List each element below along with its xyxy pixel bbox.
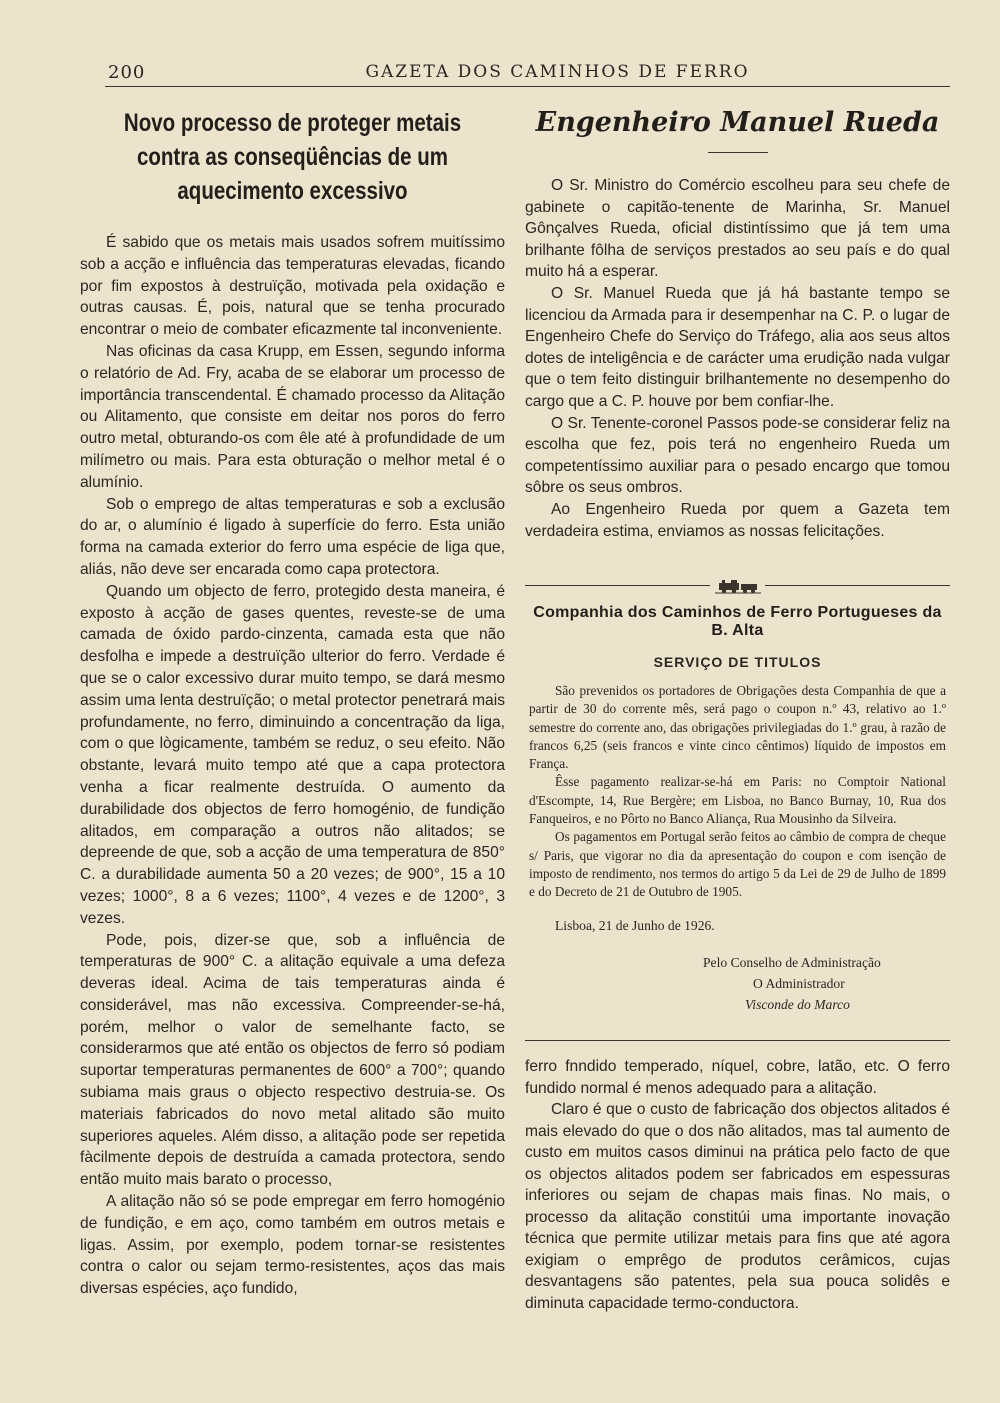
right-paragraph: O Sr. Ministro do Comércio escolheu para seu chefe de gabinete o capitão-tenente de Marinha, Sr. Manuel Gônçalves Rueda, oficial distintíssimo que já tem uma brilhante fôlha de serviços prestados ao seu país e do qual muito há a esperar. <box>525 177 950 281</box>
section-divider <box>525 578 950 594</box>
signature-board: Pelo Conselho de Administração <box>703 954 881 970</box>
left-article-title: Novo processo de proteger metais contra as conseqüências de um aquecimento excessivo <box>123 109 462 205</box>
page-number: 200 <box>108 62 146 83</box>
notice-signature <box>525 952 950 1015</box>
left-paragraph: Quando um objecto de ferro, protegido desta maneira, é exposto à acção de gases quentes, reveste-se de uma camada de óxido pardo-cinzenta, camada esta que não desfolha e impede a destruïção ulterior do ferro. Verdade é que se o calor excessivo durar muito tempo, se dará mesmo assim uma lenta destruïção; o metal protector penetrará mais profundamente, no ferro, diminuindo a concentração da liga, com o que lògicamente, também se reduz, o seu efeito. Não obstante, levará muito tempo até que a capa protectora venha a ficar realmente destruída. O aumento da durabilidade dos objectos de ferro homogénio, de fundição alitados, em comparação a outros não alitados; se depreende de que, sob a acção de uma temperatura de 850° C. a durabilidade aumenta 50 a 20 vezes; de 900°, 15 a 10 vezes; 1000°, 8 a 6 vezes; 1100°, 4 vezes e de 1200°, 3 vezes. <box>80 582 505 927</box>
right-article-title: Engenheiro Manuel Rueda <box>535 107 940 138</box>
title-rule <box>708 152 768 153</box>
notice-paragraph: Êsse pagamento realizar-se-há em Paris: no Comptoir National d'Escompte, 14, Rue Bergère; em Lisboa, no Banco Burnay, 10, Rua dos Fanqueiros, e no Pôrto no Banco Aliança, Rua Mousinho da Silveira. <box>529 774 946 827</box>
notice-paragraph: São prevenidos os portadores de Obrigações desta Companhia de que a partir de 30 do corrente mês, será pago o coupon n.º 43, relativo ao 1.º semestre do corrente ano, das obrigações privilegiadas do 1.º grau, à razão de francos 6,25 (seis francos e vinte cinco cêntimos) líquido de impostos em França. <box>529 683 946 772</box>
continuation-paragraph: ferro fnndido temperado, níquel, cobre, latão, etc. O ferro fundido normal é menos adequado para a alitação. <box>525 1058 950 1097</box>
page-header <box>105 60 950 87</box>
article-continuation <box>525 1056 950 1314</box>
left-paragraph: Sob o emprego de altas temperaturas e sob a exclusão do ar, o alumínio é ligado à superfície do ferro. Esta união forma na camada exterior do ferro uma espécie de liga que, aliás, não deve ser encarada como capa protectora. <box>80 495 505 578</box>
continuation-paragraph: Claro é que o custo de fabricação dos objectos alitados é mais elevado do que o dos não alitados, mas tal aumento de custo em muitos casos diminui na prática pelo facto de que os objectos alitados podem ser fabricados em espessuras inferiores ou sejam de chapas mais finas. No mais, o processo da alitação constitúi uma importante inovação técnica que permite utilizar metais para fins que até agora exigiam o emprêgo de produtos cerâmicos, cujas desvantagens são patentes, pela sua pouca solidês e diminuta capacidade termo-conductora. <box>525 1101 950 1312</box>
notice-bottom-rule <box>525 1040 950 1041</box>
notice-company-name: Companhia dos Caminhos de Ferro Portugueses da B. Alta <box>533 604 942 639</box>
divider-line-right <box>765 585 950 586</box>
left-article <box>80 106 505 1300</box>
right-paragraph: O Sr. Manuel Rueda que já há bastante tempo se licenciou da Armada para ir desempenhar na C. P. o lugar de Engenheiro Chefe do Serviço do Tráfego, alia aos seus altos dotes de inteligência e de carácter uma erudição nada vulgar que o tem feito distinguir brilhantemente no desempenho do cargo que a C. P. houve por bem confiar-lhe. <box>525 284 950 410</box>
signature-role: O Administrador <box>753 975 845 991</box>
left-paragraph: Nas oficinas da casa Krupp, em Essen, segundo informa o relatório de Ad. Fry, acaba de se elaborar um processo de importância transcendental. É chamado processo da Alitação ou Alitamento, que consiste em deitar nos poros do ferro outro metal, obturando-os com êle até à profundidade de um milímetro ou mais. Para esta obturação o melhor metal é o alumínio. <box>80 342 505 491</box>
train-icon <box>715 578 761 594</box>
notice-paragraph: Os pagamentos em Portugal serão feitos ao câmbio de compra de cheque s/ Paris, que vigorar no dia da apresentação do coupon e com isenção de imposto de rendimento, nos termos do artigo 5 da Lei de 29 de Julho de 1899 e do Decreto de 21 de Outubro de 1905. <box>529 829 946 900</box>
journal-title: GAZETA DOS CAMINHOS DE FERRO <box>365 62 750 82</box>
right-article <box>525 106 950 542</box>
notice-subtitle: SERVIÇO DE TITULOS <box>653 654 822 670</box>
left-paragraph: É sabido que os metais mais usados sofrem muitíssimo sob a acção e influência das temperaturas elevadas, ficando por fim expostos à destruïção, motivada pela oxidação e outras causas. É, pois, natural que se tenha procurado encontrar o meio de combater eficazmente tal inconveniente. <box>80 234 505 339</box>
divider-line-left <box>525 585 710 586</box>
signature-name: Visconde do Marco <box>745 996 850 1012</box>
left-paragraph: A alitação não só se pode empregar em ferro homogénio de fundição, e em aço, como também em outros metais e ligas. Assim, por exemplo, podem tornar-se resistentes contra o calor ou sejam termo-resistentes, aços das mais diversas espécies, aço fundido, <box>80 1193 505 1298</box>
company-notice <box>525 604 950 1015</box>
left-paragraph: Pode, pois, dizer-se que, sob a influência de temperaturas de 900° C. a alitação equivale a uma defeza deveras ideal. Acima de tais temperaturas ainda é considerável, mas não excessiva. Compreender-se-há, porém, melhor o valor de semelhante facto, se considerarmos que até então os objectos de ferro só podiam suportar temperaturas permanentes de 600° a 700°; quando subiama mais graus o objecto respectivo destruia-se. Os materiais fabricados do novo metal alitado são muito superiores aqueles. Além disso, a alitação pode ser repetida fàcilmente depois de destruída a camada protectora, sendo então muito mais barato o processo, <box>80 931 505 1189</box>
notice-date: Lisboa, 21 de Junho de 1926. <box>555 917 715 933</box>
right-paragraph: O Sr. Tenente-coronel Passos pode-se considerar feliz na escolha que fez, pois terá no engenheiro Rueda um competentíssimo auxiliar para o pesado encargo que tomou sôbre os seus ombros. <box>525 414 950 497</box>
right-paragraph: Ao Engenheiro Rueda por quem a Gazeta tem verdadeira estima, enviamos as nossas felicitações. <box>525 500 950 540</box>
